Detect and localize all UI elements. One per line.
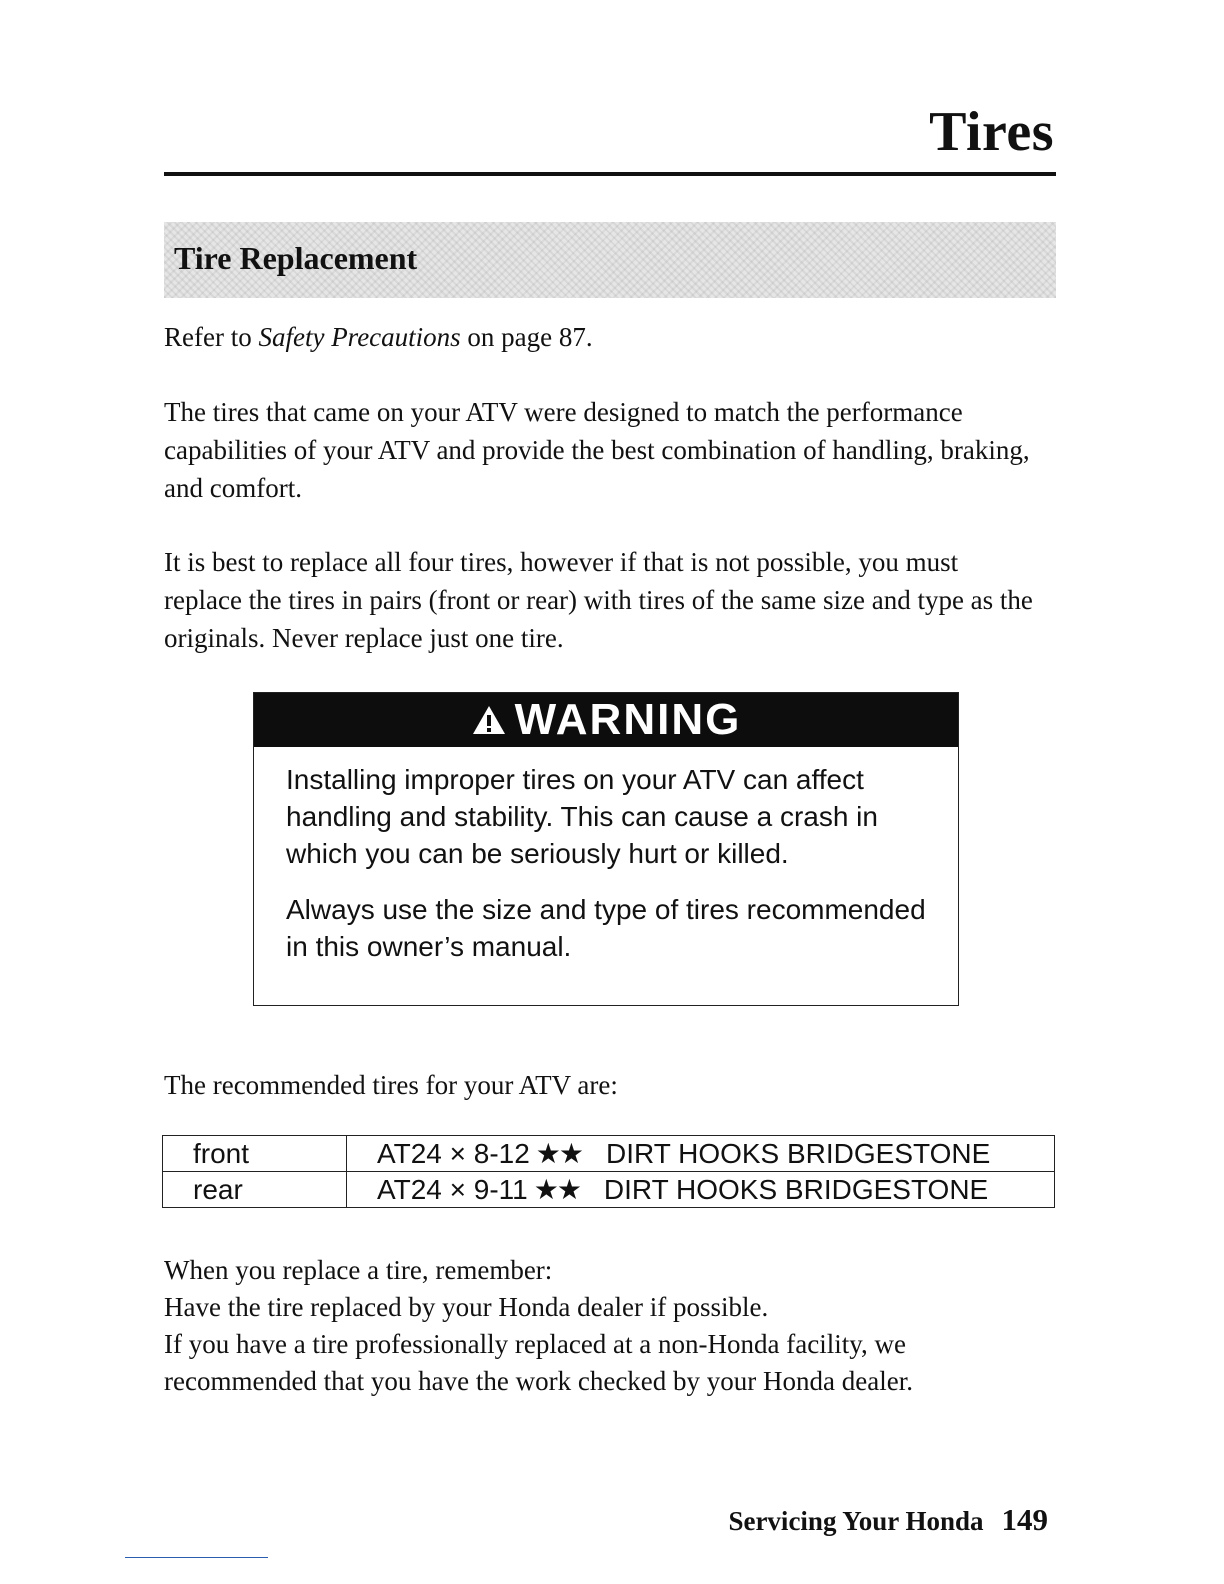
tire-position: rear — [163, 1172, 347, 1208]
intro-prefix: Refer to — [164, 322, 259, 352]
warning-text-1: Installing improper tires on your ATV can affect handling and stability. This can cause a crash in which you can be seriously hurt or killed. — [286, 764, 878, 869]
warning-triangle-icon — [471, 704, 507, 736]
footnote-rule — [125, 1557, 268, 1558]
page-title: Tires — [929, 101, 1054, 163]
tire-size: AT24 × 8-12 — [377, 1138, 530, 1169]
table-row — [163, 1136, 1055, 1172]
remember-non-honda: If you have a tire professionally replaced at a non-Honda facility, we recommended that you have the work checked by your Honda dealer. — [164, 1329, 913, 1396]
title-rule — [164, 172, 1056, 176]
warning-box — [253, 692, 959, 1006]
footer-section: Servicing Your Honda — [728, 1506, 984, 1536]
intro-suffix: on page 87. — [460, 322, 593, 352]
tire-spec — [347, 1136, 1055, 1172]
tire-position: front — [163, 1136, 347, 1172]
remember-dealer: Have the tire replaced by your Honda dealer if possible. — [164, 1292, 769, 1322]
tire-size: AT24 × 9-11 — [377, 1174, 528, 1205]
warning-label: WARNING — [514, 695, 742, 744]
table-row — [163, 1172, 1055, 1208]
recommended-label: The recommended tires for your ATV are: — [164, 1070, 618, 1100]
section-heading-bar — [164, 222, 1056, 298]
tires-table — [162, 1135, 1055, 1208]
paragraph-tires-design: The tires that came on your ATV were designed to match the performance capabilities of your ATV and provide the best combination of handling, braking, and comfort. — [164, 397, 1030, 503]
intro-paragraph — [164, 318, 1064, 356]
remember-heading: When you replace a tire, remember: — [164, 1255, 553, 1285]
star-rating-icon: ★★ — [533, 1174, 580, 1205]
page-footer — [728, 1502, 1048, 1538]
star-rating-icon: ★★ — [535, 1138, 582, 1169]
tire-model: DIRT HOOKS BRIDGESTONE — [603, 1174, 989, 1205]
page-number: 149 — [1001, 1502, 1048, 1537]
section-heading: Tire Replacement — [174, 240, 418, 276]
tire-model: DIRT HOOKS BRIDGESTONE — [606, 1138, 991, 1169]
warning-text-2: Always use the size and type of tires recommended in this owner’s manual. — [286, 894, 926, 962]
tire-spec — [347, 1172, 1055, 1208]
warning-header — [254, 693, 958, 747]
safety-precautions-link[interactable]: Safety Precautions — [258, 322, 461, 352]
paragraph-replace-pairs: It is best to replace all four tires, however if that is not possible, you must replace the tires in pairs (front or rear) with tires of the same size and type as the originals. Never replace just one tire. — [164, 547, 1033, 653]
